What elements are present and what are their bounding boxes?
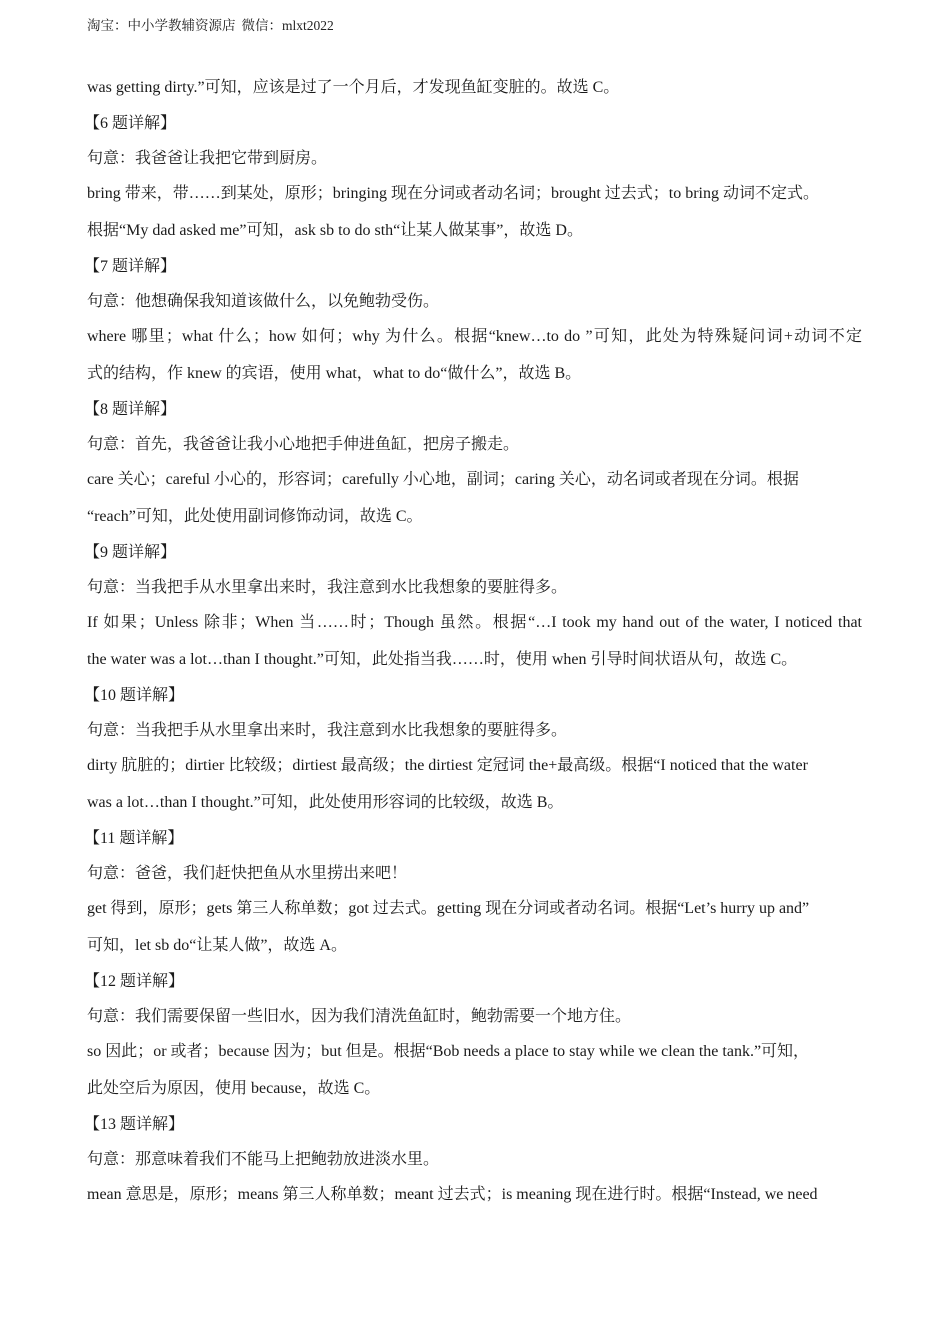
text-line: so 因此；or 或者；because 因为；but 但是。根据“Bob needs a place to stay while we clean the tank.”可知， xyxy=(87,1042,810,1060)
question-heading: 【13 题详解】 xyxy=(84,1115,185,1133)
question-heading: 【9 题详解】 xyxy=(84,543,177,561)
sentence-meaning: 句意：当我把手从水里拿出来时，我注意到水比我想象的要脏得多。 xyxy=(87,721,568,739)
question-heading: 【6 题详解】 xyxy=(84,114,177,132)
sentence-meaning: 句意：爸爸，我们赶快把鱼从水里捞出来吧！ xyxy=(87,864,408,882)
text-line: where 哪里；what 什么；how 如何；why 为什么。根据“knew…to do ”可知，此处为特殊疑问词+动词不定 xyxy=(87,327,862,345)
header-wechat: 微信：mlxt2022 xyxy=(241,18,334,33)
text-line: “reach”可知，此处使用副词修饰动词，故选 C。 xyxy=(87,508,423,525)
question-heading: 【11 题详解】 xyxy=(84,829,184,847)
text-line: 此处空后为原因，使用 because，故选 C。 xyxy=(87,1080,381,1097)
text-line: the water was a lot…than I thought.”可知，此处指当我……时，使用 when 引导时间状语从句，故选 C。 xyxy=(87,651,798,668)
document-body xyxy=(84,78,862,1222)
question-heading: 【12 题详解】 xyxy=(84,972,185,990)
question-heading: 【10 题详解】 xyxy=(84,686,185,704)
sentence-meaning: 句意：我们需要保留一些旧水，因为我们清洗鱼缸时，鲍勃需要一个地方住。 xyxy=(87,1007,632,1025)
question-heading: 【7 题详解】 xyxy=(84,257,177,275)
text-line: If 如果；Unless 除非；When 当……时；Though 虽然。根据“…I took my hand out of the water, I noticed that xyxy=(87,613,862,631)
text-line: get 得到，原形；gets 第三人称单数；got 过去式。getting 现在分词或者动名词。根据“Let’s hurry up and” xyxy=(87,899,810,917)
text-line: mean 意思是，原形；means 第三人称单数；meant 过去式；is meaning 现在进行时。根据“Instead, we need xyxy=(87,1185,818,1203)
sentence-meaning: 句意：首先，我爸爸让我小心地把手伸进鱼缸，把房子搬走。 xyxy=(87,435,520,453)
text-line: 可知，let sb do“让某人做”，故选 A。 xyxy=(87,937,347,954)
question-heading: 【8 题详解】 xyxy=(84,400,177,418)
text-line: was a lot…than I thought.”可知，此处使用形容词的比较级，故选 B。 xyxy=(87,794,564,811)
sentence-meaning: 句意：当我把手从水里拿出来时，我注意到水比我想象的要脏得多。 xyxy=(87,578,568,596)
text-line: was getting dirty.”可知，应该是过了一个月后，才发现鱼缸变脏的。故选 C。 xyxy=(87,79,620,96)
text-line: bring 带来，带……到某处，原形；bringing 现在分词或者动名词；brought 过去式；to bring 动词不定式。 xyxy=(87,184,819,202)
sentence-meaning: 句意：那意味着我们不能马上把鲍勃放进淡水里。 xyxy=(87,1150,440,1168)
sentence-meaning: 句意：他想确保我知道该做什么，以免鲍勃受伤。 xyxy=(87,292,440,310)
text-line: 根据“My dad asked me”可知，ask sb to do sth“让某人做某事”，故选 D。 xyxy=(87,222,583,239)
header-shop: 淘宝：中小学教辅资源店 xyxy=(87,18,236,33)
text-line: dirty 肮脏的；dirtier 比较级；dirtiest 最高级；the dirtiest 定冠词 the+最高级。根据“I noticed that the water xyxy=(87,756,808,774)
text-line: 式的结构，作 knew 的宾语，使用 what，what to do“做什么”，故选 B。 xyxy=(87,365,582,382)
page-header xyxy=(87,14,334,34)
text-line: care 关心；careful 小心的，形容词；carefully 小心地，副词；caring 关心，动名词或者现在分词。根据 xyxy=(87,470,799,488)
sentence-meaning: 句意：我爸爸让我把它带到厨房。 xyxy=(87,149,328,167)
